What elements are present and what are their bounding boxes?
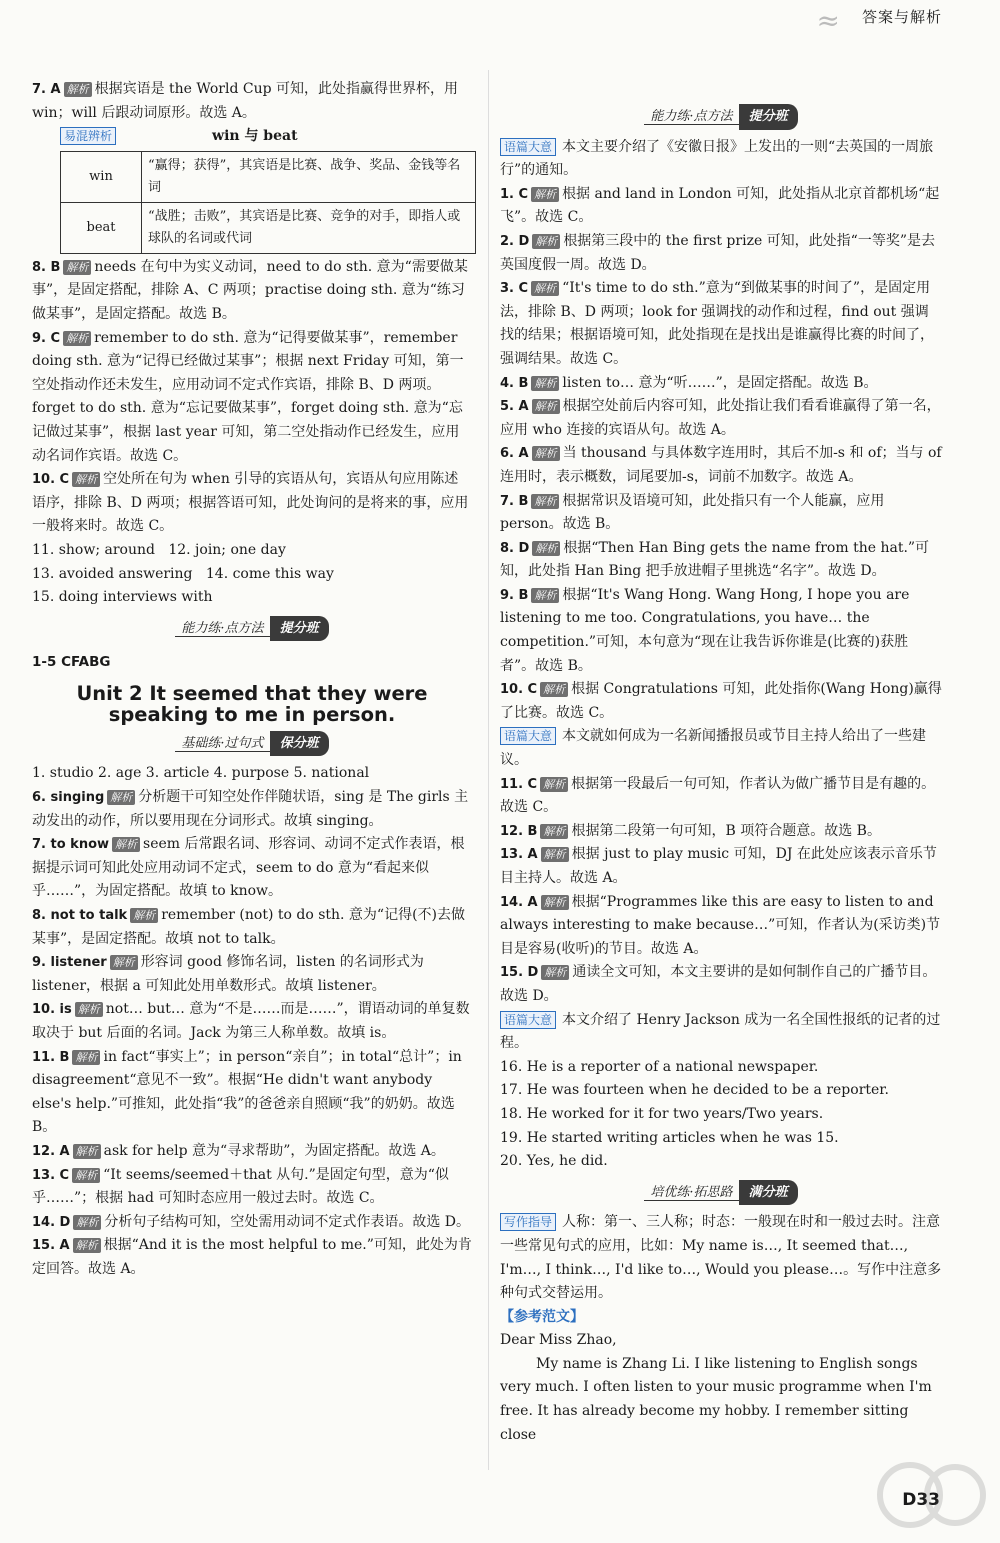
answer-item: 11. B 解析 in fact“事实上”；in person“亲自”；in total“总计”；in disagreement“意见不一致”。根据“He didn't want anybody else's help.”可推知，此处指“我”的爸爸亲自照顾“我”的奶奶。故选 B。 (32, 1048, 462, 1136)
header-tag: 答案与解析 (861, 8, 942, 26)
answer-item: 17. He was fourteen when he decided to be a reporter. (500, 1082, 889, 1099)
section-banner: 能力练·点方法 提分班 (500, 104, 942, 130)
passage-intro: 语篇大意 本文介绍了 Henry Jackson 成为一名全国性报纸的记者的过程。 (500, 1011, 941, 1052)
answer-item: 15. D 解析 通读全文可知，本文主要讲的是如何制作自己的广播节目。故选 D。 (500, 964, 937, 1004)
table-row: beat “战胜；击败”，其宾语是比赛、竞争的对手，即指人或球队的名词或代词 (61, 202, 476, 253)
answer-item: 1. C 解析 根据 and land in London 可知，此处指从北京首都机场“起飞”。故选 C。 (500, 185, 940, 226)
page-number: D33 (902, 1490, 940, 1510)
yupian-tag: 语篇大意 (500, 138, 556, 156)
passage-intro: 语篇大意 本文就如何成为一名新闻播报员或节目主持人给出了一些建议。 (500, 728, 927, 769)
writing-guide: 写作指导 人称：第一、三人称；时态：一般现在时和一般过去时。注意一些常见句式的应用，比如：My name is…, It seemed that…, I'm…, I think…, I'd like to…, Would you please…。写作中注意多种句式交替运用。 (500, 1214, 942, 1302)
answer-item: 12. B 解析 根据第二段第一句可知，B 项符合题意。故选 B。 (500, 822, 881, 839)
answer-item: 12. A 解析 ask for help 意为“寻求帮助”，为固定搭配。故选 A。 (32, 1142, 445, 1159)
section-banner: 培优练·拓思路 满分班 (500, 1180, 942, 1206)
right-column (500, 98, 942, 1447)
answer-item: 2. D 解析 根据第三段中的 the first prize 可知，此处指“一等奖”是去英国度假一周。故选 D。 (500, 232, 935, 273)
answer-item: 18. He worked for it for two years/Two years. (500, 1105, 824, 1122)
answer-item: 9. B 解析 根据“It's Wang Hong. Wang Hong, I hope you are listening to me too. Congratulations, you have… the competition.”可知，本句意为“现在让我告诉你谁是(比赛的)获胜者”。故选 B。 (500, 586, 910, 674)
answer-item: 14. D 解析 分析句子结构可知，空处需用动词不定式作表语。故选 D。 (32, 1213, 471, 1230)
answer-item: 13. A 解析 根据 just to play music 可知，DJ 在此处应该表示音乐节目主持人。故选 A。 (500, 846, 937, 886)
writing-tag: 写作指导 (500, 1213, 556, 1231)
answer-item: 4. B 解析 listen to… 意为“听……”，是固定搭配。故选 B。 (500, 374, 878, 391)
confuse-title: win 与 beat (212, 128, 298, 145)
column-divider (488, 70, 489, 1470)
answer-item: 6. singing 解析 分析题干可知空处作伴随状语，sing 是 The girls 主动发出的动作，所以要用现在分词形式。故填 singing。 (32, 789, 469, 829)
answer-item: 13. C 解析 “It seems/seemed＋that 从句.”是固定句型，意为“似乎……”；根据 had 可知时态应用一般过去时。故选 C。 (32, 1166, 449, 1207)
answer-item: 11. C 解析 根据第一段最后一句可知，作者认为做广播节目是有趣的。故选 C。 (500, 775, 936, 816)
jiexi-tag: 解析 (64, 82, 92, 97)
table-row: win “赢得；获得”，其宾语是比赛、战争、奖品、金钱等名词 (61, 151, 476, 202)
header-decoration: ≈ (816, 4, 840, 37)
answer-item: 8. D 解析 根据“Then Han Bing gets the name from the hat.”可知，此处指 Han Bing 把手放进帽子里挑选“名字”。故选 D。 (500, 539, 930, 580)
passage-intro: 语篇大意 本文主要介绍了《安徽日报》上发出的一则“去英国的一周旅行”的通知。 (500, 138, 934, 179)
watermark-logo-icon (870, 1455, 990, 1535)
answer-item: 16. He is a reporter of a national newspaper. (500, 1058, 819, 1075)
section-banner: 基础练·过句式 保分班 (32, 731, 472, 757)
answer-item: 9. C 解析 remember to do sth. 意为“记得要做某事”，remember doing sth. 意为“记得已经做过某事”；根据 next Friday 可知，第一空处指动作还未发生，应用动词不定式作宾语，排除 B、D 两项。forget to do sth. 意为“忘记要做某事”，forget doing sth. 意为“忘记做过某事”，根据 last year 可知，第二空处指动作已经发生，应用动名词作宾语。故选 C。 (32, 329, 464, 464)
answer-item: 14. A 解析 根据“Programmes like this are easy to listen to and always interesting to make because…”可知，作者认为(采访类)节目是容易(收听)的节目。故选 A。 (500, 893, 941, 957)
section-banner: 能力练·点方法 提分班 (32, 616, 472, 642)
answer-item: 5. A 解析 根据空处前后内容可知，此处指让我们看看谁赢得了第一名，应用 who 连接的宾语从句。故选 A。 (500, 398, 941, 438)
confuse-header (60, 125, 472, 149)
answer-item: 11. show; around 12. join; one day (32, 541, 286, 558)
answer-item: 15. doing interviews with (32, 589, 213, 606)
answer-item: 20. Yes, he did. (500, 1153, 608, 1170)
answer-item: 7. B 解析 根据常识及语境可知，此处指只有一个人能赢，应用 person。故选 B。 (500, 492, 885, 533)
answer-item: 3. C 解析 “It's time to do sth.”意为“到做某事的时间了”，是固定用法，排除 B、D 两项；look for 强调找的动作和过程，find out 强调找的结果；根据语境可知，此处指现在是找出是谁赢得比赛的时间了，强调结果。故选 C。 (500, 280, 934, 367)
answer-item: 9. listener 解析 形容词 good 修饰名词，listen 的名词形式为 listener，根据 a 可知此处用单数形式。故填 listener。 (32, 954, 424, 994)
answer-item: 7. to know 解析 seem 后常跟名词、形容词、动词不定式作表语，根据提示词可知此处应用动词不定式，seem to do 意为“看起来似乎……”，为固定搭配。故填 to know。 (32, 836, 465, 900)
answer-item: 19. He started writing articles when he was 15. (500, 1129, 839, 1146)
answer-item: 10. C 解析 根据 Congratulations 可知，此处指你(Wang Hong)赢得了比赛。故选 C。 (500, 681, 942, 721)
salutation: Dear Miss Zhao, (500, 1332, 617, 1349)
answer-item: 6. A 解析 当 thousand 与具体数字连用时，其后不加-s 和 of；当与 of 连用时，表示概数，词尾要加-s，词前不加数字。故选 A。 (500, 445, 942, 485)
reference-heading: 【参考范文】 (500, 1308, 584, 1325)
answer-item: 13. avoided answering 14. come this way (32, 565, 334, 582)
answer-item: 1. studio 2. age 3. article 4. purpose 5. national (32, 765, 370, 782)
essay-text: My name is Zhang Li. I like listening to English songs very much. I often listen to your music programme when I'm free. It has already become my hobby. I remember sitting close (500, 1355, 932, 1443)
answer-item: 10. C 解析 空处所在句为 when 引导的宾语从句，宾语从句应用陈述语序，排除 B、D 两项；根据答语可知，此处询问的是将来的事，应用一般将来时。故选 C。 (32, 471, 469, 535)
answer-item: 10. is 解析 not… but… 意为“不是……而是……”，谓语动词的单复数取决于 but 后面的名词。Jack 为第三人称单数。故填 is。 (32, 1001, 470, 1041)
answer-item: 8. not to talk 解析 remember (not) to do sth. 意为“记得(不)去做某事”，是固定搭配。故填 not to talk。 (32, 907, 466, 947)
left-column (32, 78, 472, 1282)
answer-line: 1-5 CFABG (32, 654, 111, 671)
answer-item: 15. A 解析 根据“And it is the most helpful to me.”可知，此处为肯定回答。故选 A。 (32, 1237, 472, 1277)
answer-item: 8. B 解析 needs 在句中为实义动词，need to do sth. 意为“需要做某事”，是固定搭配，排除 A、C 两项；practise doing sth. 意为“练习做某事”，是固定搭配。故选 B。 (32, 258, 468, 322)
win-beat-table (60, 151, 476, 254)
unit-title: Unit 2 It seemed that they were speaking to me in person. (76, 681, 428, 726)
confuse-tag: 易混辨析 (60, 127, 116, 145)
answer-item: 7. A 解析 根据宾语是 the World Cup 可知，此处指赢得世界杯，用 win；will 后跟动词原形。故选 A。 (32, 81, 458, 121)
